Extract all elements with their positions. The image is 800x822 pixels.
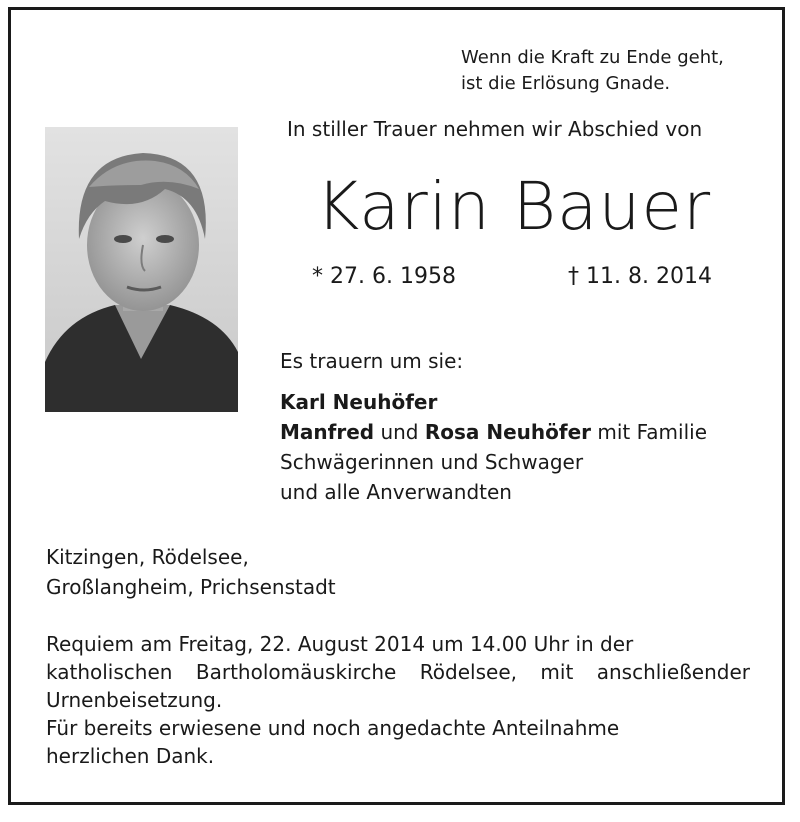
service-line-2 [46,658,750,686]
service-line-4: Für bereits erwiesene und noch angedachte Anteilnahme [46,716,620,740]
service-line-1: Requiem am Freitag, 22. August 2014 um 14.00 Uhr in der [46,632,634,656]
portrait-photo [45,127,238,412]
motto-verse [461,45,724,97]
service-notice [46,630,750,770]
mourner-line-4: und alle Anverwandten [280,480,512,504]
service-word: Bartholomäuskirche [195,660,397,684]
mourner-line-1 [280,387,707,417]
places-line-2: Großlangheim, Prichsenstadt [46,575,336,599]
mourners-heading: Es trauern um sie: [280,349,464,373]
mourner-connector: und [374,420,425,444]
mourner-name: Manfred [280,420,375,444]
places-line-1: Kitzingen, Rödelsee, [46,545,249,569]
deceased-name: Karin Bauer [316,168,712,245]
intro-text: In stiller Trauer nehmen wir Abschied von [287,117,703,141]
motto-line-2: ist die Erlösung Gnade. [461,73,671,94]
service-line-3: Urnenbeisetzung. [46,688,223,712]
death-date: † 11. 8. 2014 [568,264,712,289]
service-line-5: herzlichen Dank. [46,744,215,768]
mourner-suffix: mit Familie [591,420,707,444]
service-word: mit [540,660,574,684]
places [46,542,336,602]
service-word: katholischen [46,660,173,684]
service-word: Rödelsee, [419,660,517,684]
mourner-name: Karl Neuhöfer [280,390,438,414]
mourner-line-3: Schwägerinnen und Schwager [280,450,584,474]
motto-line-1: Wenn die Kraft zu Ende geht, [461,47,724,68]
birth-date: * 27. 6. 1958 [312,264,456,289]
mourner-line-2 [280,417,707,447]
portrait-photo-graphic [45,127,238,412]
mourners-list [280,387,707,507]
service-word: anschließender [596,660,750,684]
mourner-name: Rosa Neuhöfer [424,420,592,444]
